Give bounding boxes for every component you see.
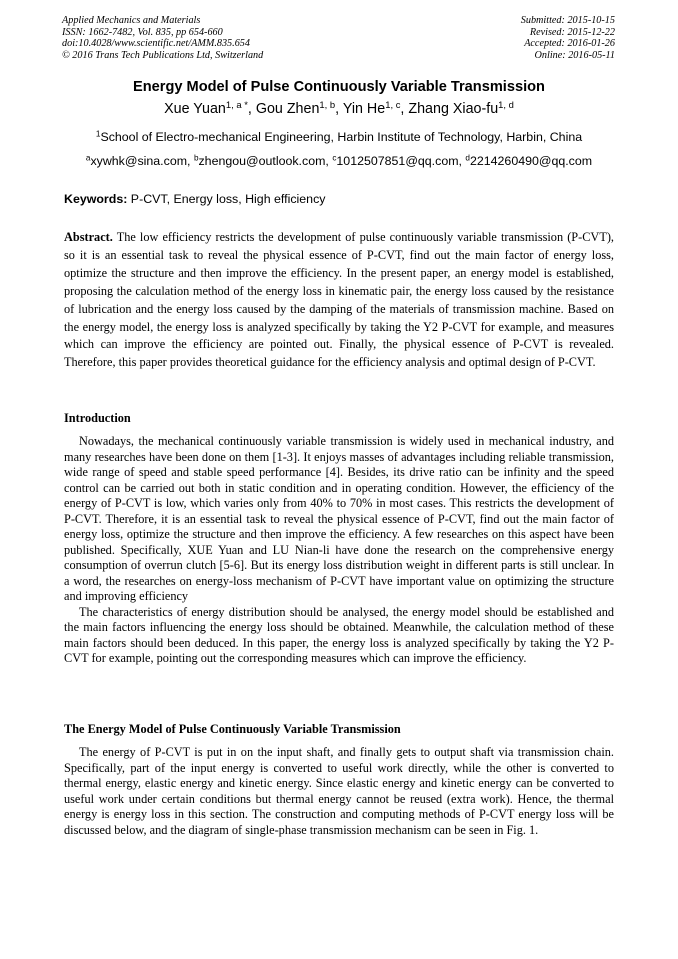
introduction-body: [64, 434, 614, 667]
author-list: [0, 98, 678, 117]
section-heading-energy-model: The Energy Model of Pulse Continuously Variable Transmission: [64, 722, 401, 736]
submitted-date: Submitted: 2015-10-15: [520, 15, 615, 26]
journal-info: [62, 15, 263, 61]
accepted-date: Accepted: 2016-01-26: [524, 38, 615, 50]
section-heading-introduction: Introduction: [64, 411, 131, 425]
copyright-line: © 2016 Trans Tech Publications Ltd, Switzerland: [62, 49, 264, 61]
abstract: [64, 229, 614, 372]
journal-name: Applied Mechanics and Materials: [62, 15, 201, 26]
author: Yin He$^{1, c}$,: [342, 98, 409, 117]
keywords-text: P-CVT, Energy loss, High efficiency: [127, 192, 326, 206]
author: Xue Yuan$^{1, a *}$,: [164, 98, 256, 117]
keywords: [64, 192, 325, 206]
online-date: Online: 2016-05-11: [534, 49, 615, 61]
author: Zhang Xiao-fu$^{1, d}$: [408, 98, 514, 117]
email: $^b$zhengou@outlook.com,: [193, 153, 333, 168]
paragraph: The characteristics of energy distribution should be analysed, the energy model should be established and the main factors influencing the energy loss should be obtained. Meanwhile, the calculation method of these main factors should been deduced. In this paper, the energy loss is analyzed specifically by taking the Y2 P-CVT for example, pointing out the corresponding measures which can improve the efficiency.: [64, 604, 614, 665]
email-list: [0, 154, 678, 168]
email: $^d$2214260490@qq.com: [465, 153, 593, 168]
abstract-text: The low efficiency restricts the development of pulse continuously variable transmission (P-CVT), so it is an essential task to reveal the physical essence of P-CVT, find out the main factor of energy loss, optimize the structure and then improve the efficiency. In the present paper, an energy model is established, proposing the calculation method of the energy loss in kinematic pair, the energy loss caused by the resistance of lubrication and the energy loss caused by the damping of the materials of transmission machine. Based on the energy model, the energy loss is analyzed specifically by taking the Y2 P-CVT for example, and measures which can improve the efficiency are pointed out. Finally, the physical essence of P-CVT is revealed. Therefore, this paper provides theoretical guidance for the efficiency analysis and optimal design of P-CVT.: [64, 230, 614, 370]
affiliation: $^1$School of Electro-mechanical Engineering, Harbin Institute of Technology, Harbin, China: [95, 129, 583, 144]
doi-line: doi:10.4028/www.scientific.net/AMM.835.654: [62, 38, 250, 50]
author: Gou Zhen$^{1, b}$,: [255, 98, 343, 117]
paragraph: Nowadays, the mechanical continuously variable transmission is widely used in mechanical industry, and many researches have been done on them [1-3]. It enjoys masses of advantages including reliable transmission, wide range of speed and stable speed performance [4]. Besides, its drive ratio can be infinity and the speed control can be carried out both in static condition and in operating condition. However, the efficiency of the energy of P-CVT is low, which varies only from 40% to 70% in most cases. This restricts the development of P-CVT. Therefore, it is an essential task to reveal the physical essence of P-CVT, find out the main factor of energy loss, optimize the structure and then improve the efficiency. A few researches on this aspect have been published. Specifically, XUE Yuan and LU Nian-li have done the research on the comprehensive energy consumption of overrun clutch [5-6]. But its energy loss distribution weight in different parts is still unclear. In a word, the researches on energy-loss mechanism of P-CVT have important value on optimizing the structure and improving efficiency: [64, 434, 614, 603]
email: $^c$1012507851@qq.com,: [332, 153, 466, 168]
paper-title: Energy Model of Pulse Continuously Variable Transmission: [133, 79, 545, 95]
email: $^a$xywhk@sina.com,: [85, 153, 194, 168]
revised-date: Revised: 2015-12-22: [529, 26, 615, 38]
keywords-label: Keywords:: [64, 192, 128, 206]
energy-model-body: [64, 745, 614, 838]
submission-dates: [521, 15, 615, 61]
issn-line: ISSN: 1662-7482, Vol. 835, pp 654-660: [62, 26, 223, 38]
paragraph: The energy of P-CVT is put in on the input shaft, and finally gets to output shaft via transmission chain. Specifically, part of the input energy is converted to useful work directly, while the other is converted to thermal energy, elastic energy and kinetic energy. Since elastic energy and kinetic energy can be converted to useful work under certain conditions but thermal energy cannot be reused (extra work). Hence, the thermal energy is energy loss in this section. The construction and computing methods of P-CVT energy loss will be discussed below, and the diagram of single-phase transmission mechanism can be seen in Fig. 1.: [64, 745, 614, 837]
abstract-label: Abstract.: [64, 230, 113, 244]
